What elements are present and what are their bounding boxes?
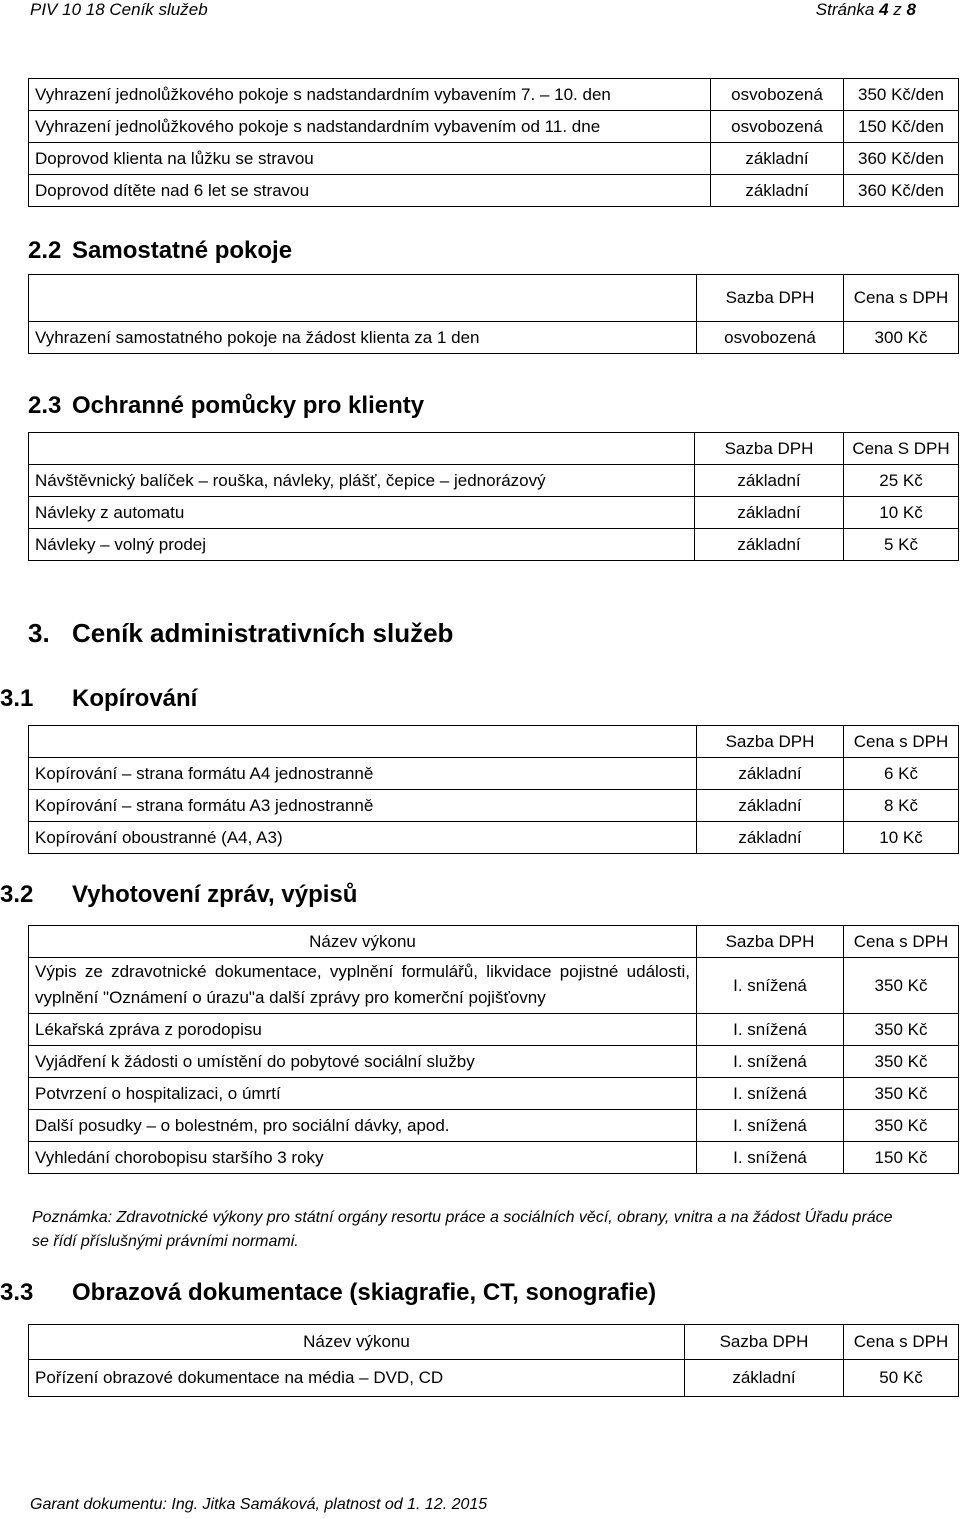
vat-rate-cell: základní <box>697 822 844 854</box>
table-row <box>29 1142 959 1174</box>
service-name-cell: Návleky z automatu <box>29 497 695 529</box>
table-row <box>29 175 959 207</box>
header-empty-cell <box>29 726 697 758</box>
document-code: PIV 10 18 Ceník služeb <box>30 0 208 19</box>
price-cell: 350 Kč <box>844 1046 959 1078</box>
table-header-row <box>29 926 959 958</box>
vat-rate-cell: I. snížená <box>697 1110 844 1142</box>
service-name-cell: Výpis ze zdravotnické dokumentace, vyplnění formulářů, likvidace pojistné události, vyplnění "Oznámení o úrazu"a další zprávy pro komerční pojišťovny <box>29 958 697 1014</box>
table-row <box>29 1078 959 1110</box>
table-row <box>29 79 959 111</box>
price-cell: 350 Kč <box>844 958 959 1014</box>
price-cell: 350 Kč <box>844 1110 959 1142</box>
table-row <box>29 143 959 175</box>
price-cell: 300 Kč <box>844 322 959 354</box>
section-2-3-heading: 2.3 Ochranné pomůcky pro klienty <box>28 392 425 419</box>
vat-rate-cell: osvobozená <box>697 322 844 354</box>
copying-table <box>28 725 959 854</box>
service-name-cell: Doprovod dítěte nad 6 let se stravou <box>29 175 711 207</box>
section-3-1-heading: 3.1 Kopírování <box>0 685 198 712</box>
service-name-cell: Vyjádření k žádosti o umístění do pobytové sociální služby <box>29 1046 697 1078</box>
header-price: Cena s DPH <box>844 275 959 322</box>
table-row <box>29 465 959 497</box>
price-cell: 360 Kč/den <box>844 175 959 207</box>
price-cell: 10 Kč <box>844 822 959 854</box>
table-row <box>29 822 959 854</box>
service-name-cell: Doprovod klienta na lůžku se stravou <box>29 143 711 175</box>
price-cell: 6 Kč <box>844 758 959 790</box>
vat-rate-cell: I. snížená <box>697 1014 844 1046</box>
table-header-row <box>29 433 959 465</box>
vat-rate-cell: základní <box>695 497 844 529</box>
table-row <box>29 958 959 1014</box>
header-price: Cena s DPH <box>844 726 959 758</box>
header-vat-rate: Sazba DPH <box>697 726 844 758</box>
service-name-cell: Návleky – volný prodej <box>29 529 695 561</box>
table-row <box>29 497 959 529</box>
header-vat-rate: Sazba DPH <box>697 926 844 958</box>
vat-rate-cell: základní <box>695 465 844 497</box>
page-indicator: Stránka 4 z 8 <box>815 0 916 19</box>
imaging-table <box>28 1324 959 1397</box>
price-cell: 25 Kč <box>844 465 959 497</box>
table-row <box>29 1360 959 1397</box>
reports-note: Poznámka: Zdravotnické výkony pro státní orgány resortu práce a sociálních věcí, obrany, vnitra a na žádost Úřadu práce se řídí příslušnými právními normami. <box>32 1209 893 1250</box>
price-cell: 10 Kč <box>844 497 959 529</box>
price-cell: 5 Kč <box>844 529 959 561</box>
price-cell: 360 Kč/den <box>844 143 959 175</box>
vat-rate-cell: základní <box>685 1360 844 1397</box>
vat-rate-cell: základní <box>695 529 844 561</box>
price-cell: 150 Kč/den <box>844 111 959 143</box>
service-name-cell: Kopírování – strana formátu A4 jednostranně <box>29 758 697 790</box>
section-3-heading: 3. Ceník administrativních služeb <box>28 618 454 648</box>
vat-rate-cell: I. snížená <box>697 1142 844 1174</box>
price-cell: 150 Kč <box>844 1142 959 1174</box>
service-name-cell: Další posudky – o bolestném, pro sociální dávky, apod. <box>29 1110 697 1142</box>
protective-aids-table <box>28 432 959 561</box>
header-vat-rate: Sazba DPH <box>695 433 844 465</box>
price-cell: 350 Kč/den <box>844 79 959 111</box>
price-cell: 8 Kč <box>844 790 959 822</box>
header-price: Cena s DPH <box>844 926 959 958</box>
header-vat-rate: Sazba DPH <box>697 275 844 322</box>
section-3-2-heading: 3.2 Vyhotovení zpráv, výpisů <box>0 881 358 908</box>
service-name-cell: Vyhrazení jednolůžkového pokoje s nadstandardním vybavením od 11. dne <box>29 111 711 143</box>
private-rooms-table <box>28 274 959 354</box>
service-name-cell: Návštěvnický balíček – rouška, návleky, plášť, čepice – jednorázový <box>29 465 695 497</box>
table-row <box>29 111 959 143</box>
document-guarantor: Garant dokumentu: Ing. Jitka Samáková, platnost od 1. 12. 2015 <box>30 1496 488 1513</box>
table-row <box>29 758 959 790</box>
price-cell: 350 Kč <box>844 1014 959 1046</box>
service-name-cell: Potvrzení o hospitalizaci, o úmrtí <box>29 1078 697 1110</box>
section-3-3-heading: 3.3 Obrazová dokumentace (skiagrafie, CT, sonografie) <box>0 1279 657 1306</box>
table-row <box>29 1014 959 1046</box>
vat-rate-cell: I. snížená <box>697 958 844 1014</box>
header-price: Cena S DPH <box>844 433 959 465</box>
service-name-cell: Vyhrazení jednolůžkového pokoje s nadstandardním vybavením 7. – 10. den <box>29 79 711 111</box>
vat-rate-cell: základní <box>697 790 844 822</box>
table-header-row <box>29 1325 959 1360</box>
vat-rate-cell: osvobozená <box>711 111 844 143</box>
header-empty-cell <box>29 433 695 465</box>
header-vat-rate: Sazba DPH <box>685 1325 844 1360</box>
table-row <box>29 1046 959 1078</box>
service-name-cell: Pořízení obrazové dokumentace na média – DVD, CD <box>29 1360 685 1397</box>
service-name-cell: Vyhrazení samostatného pokoje na žádost klienta za 1 den <box>29 322 697 354</box>
table-header-row <box>29 275 959 322</box>
table-header-row <box>29 726 959 758</box>
vat-rate-cell: osvobozená <box>711 79 844 111</box>
section-2-2-heading: 2.2 Samostatné pokoje <box>28 237 293 264</box>
price-cell: 50 Kč <box>844 1360 959 1397</box>
vat-rate-cell: základní <box>711 143 844 175</box>
table-row <box>29 322 959 354</box>
header-service-name: Název výkonu <box>29 926 697 958</box>
header-empty-cell <box>29 275 697 322</box>
header-service-name: Název výkonu <box>29 1325 685 1360</box>
accommodation-table <box>28 78 959 207</box>
service-name-cell: Kopírování oboustranné (A4, A3) <box>29 822 697 854</box>
vat-rate-cell: I. snížená <box>697 1078 844 1110</box>
price-cell: 350 Kč <box>844 1078 959 1110</box>
service-name-cell: Kopírování – strana formátu A3 jednostranně <box>29 790 697 822</box>
table-row <box>29 790 959 822</box>
vat-rate-cell: základní <box>697 758 844 790</box>
service-name-cell: Lékařská zpráva z porodopisu <box>29 1014 697 1046</box>
reports-table <box>28 925 959 1174</box>
vat-rate-cell: I. snížená <box>697 1046 844 1078</box>
table-row <box>29 529 959 561</box>
service-name-cell: Vyhledání chorobopisu staršího 3 roky <box>29 1142 697 1174</box>
vat-rate-cell: základní <box>711 175 844 207</box>
table-row <box>29 1110 959 1142</box>
header-price: Cena s DPH <box>844 1325 959 1360</box>
